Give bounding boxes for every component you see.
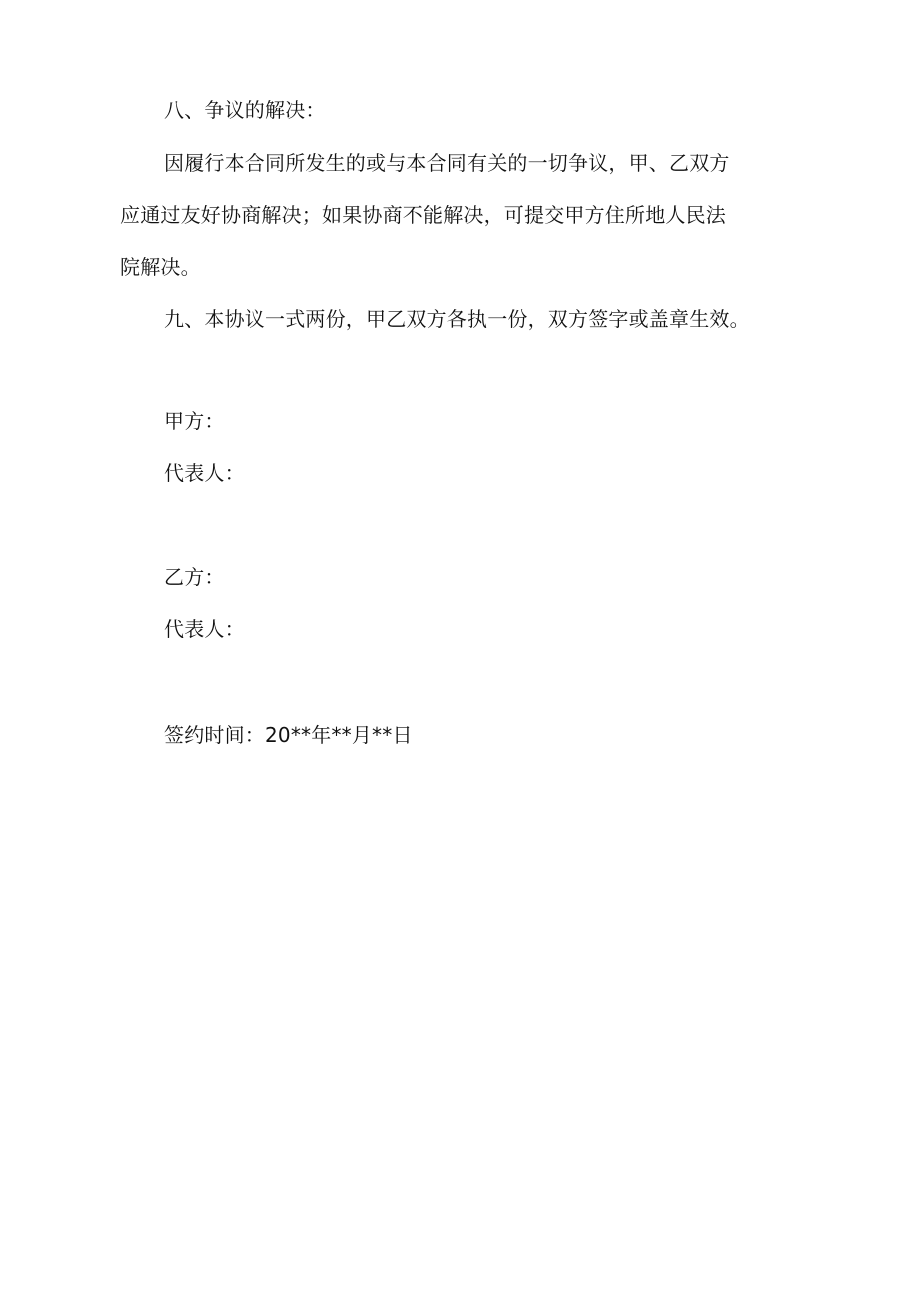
party-b-representative-label: 代表人： bbox=[164, 617, 245, 641]
party-a-representative-label: 代表人： bbox=[164, 461, 245, 485]
section-8-heading: 八、争议的解决： bbox=[164, 98, 326, 122]
signing-date: 签约时间：20**年**月**日 bbox=[164, 723, 413, 747]
section-9-text: 九、本协议一式两份，甲乙双方各执一份，双方签字或盖章生效。 bbox=[164, 307, 750, 331]
party-b-label: 乙方： bbox=[164, 565, 225, 589]
section-8-paragraph-line-1: 因履行本合同所发生的或与本合同有关的一切争议，甲、乙双方 bbox=[164, 151, 730, 175]
section-8-paragraph-line-3: 院解决。 bbox=[120, 255, 201, 279]
section-8-paragraph-line-2: 应通过友好协商解决；如果协商不能解决，可提交甲方住所地人民法 bbox=[120, 203, 726, 227]
party-a-label: 甲方： bbox=[164, 409, 225, 433]
